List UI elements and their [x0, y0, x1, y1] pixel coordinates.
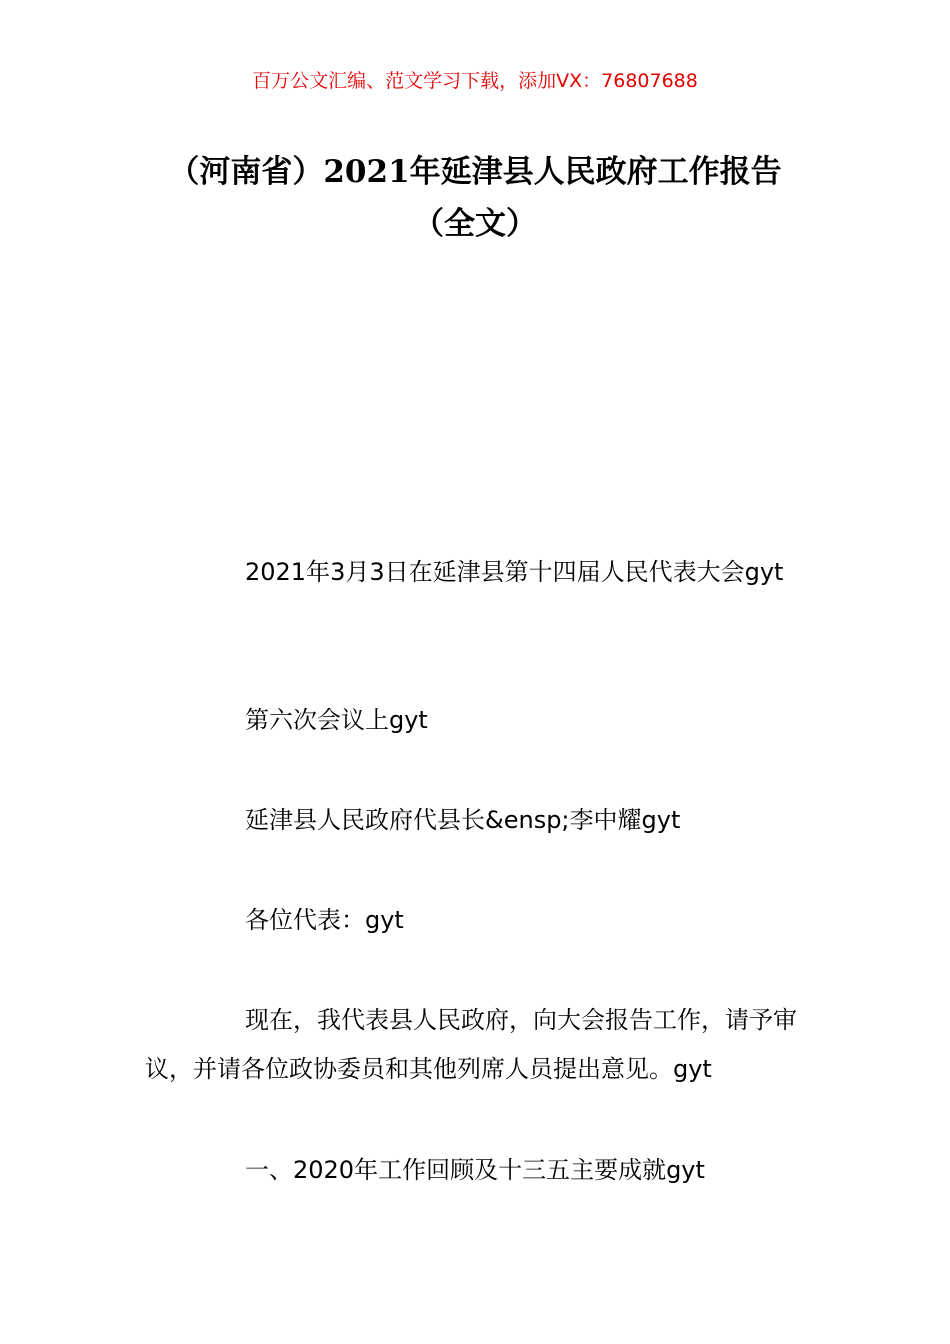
section-heading-1: 一、2020年工作回顾及十三五主要成就gyt — [245, 1156, 705, 1184]
paragraph-opening: 现在，我代表县人民政府，向大会报告工作，请予审议，并请各位政协委员和其他列席人员提出意见。gyt — [145, 1006, 797, 1083]
paragraph-session: 第六次会议上gyt — [245, 706, 428, 734]
document-title: （河南省）2021年延津县人民政府工作报告（全文） — [168, 154, 782, 242]
watermark-note: 百万公文汇编、范文学习下载，添加VX：76807688 — [252, 70, 698, 92]
paragraph-meeting-date: 2021年3月3日在延津县第十四届人民代表大会gyt — [245, 558, 784, 586]
paragraph-speaker: 延津县人民政府代县长&ensp;李中耀gyt — [245, 806, 681, 834]
paragraph-salutation: 各位代表：gyt — [245, 906, 404, 934]
